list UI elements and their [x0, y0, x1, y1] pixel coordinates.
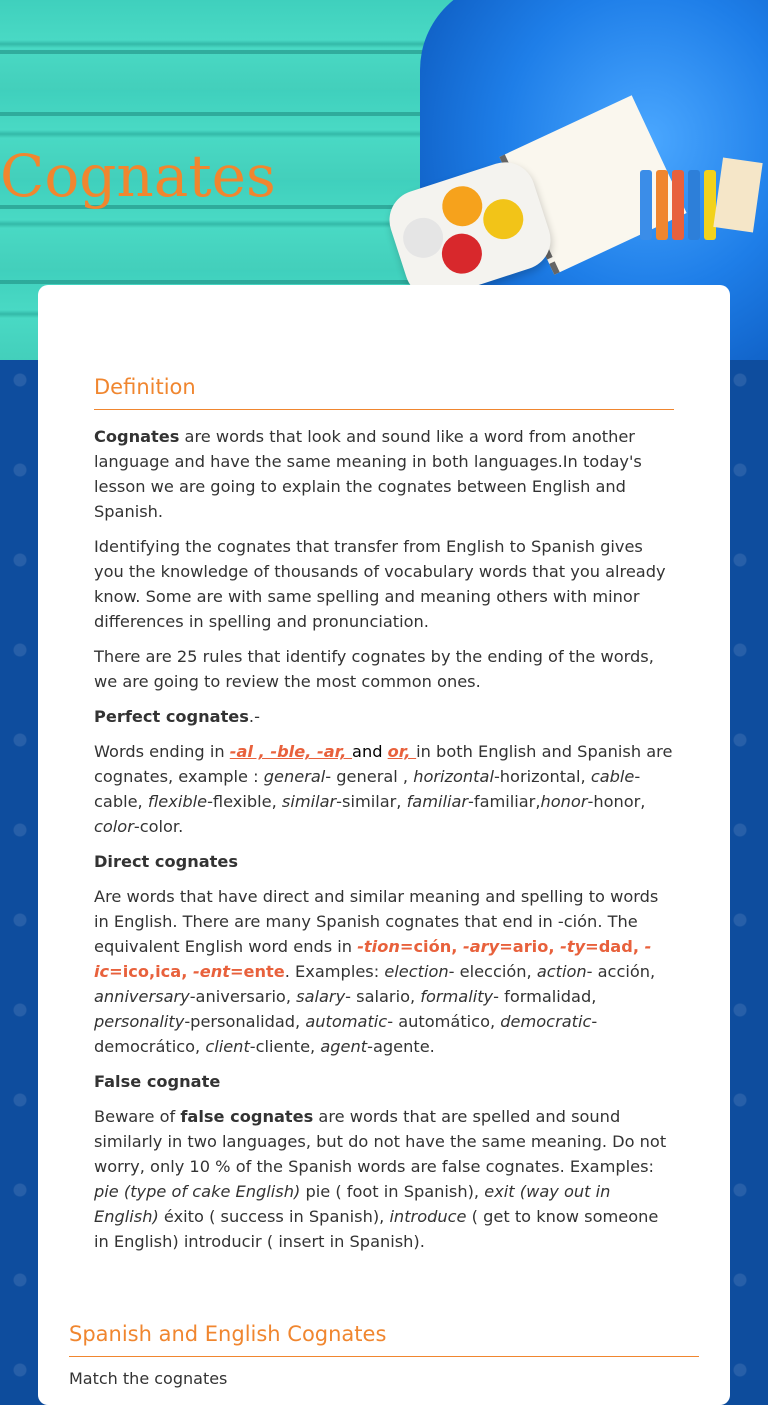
- english-term: client: [205, 1037, 250, 1056]
- spanish-term: -personalidad,: [184, 1012, 306, 1031]
- paragraph: Identifying the cognates that transfer from English to Spanish gives you the knowledge of thousands of vocabulary words that you already know. Some are with same spelling and meaning others with minor differences in spelling and pronunciation.: [94, 537, 666, 631]
- suffix-rule-english: -ent: [193, 962, 230, 981]
- pencil-image: [656, 170, 668, 240]
- suffix-rule-english: -ty: [560, 937, 586, 956]
- spanish-term: -similar,: [336, 792, 407, 811]
- spanish-term: -agente.: [367, 1037, 435, 1056]
- matching-section: [69, 1322, 699, 1388]
- spanish-term: -cliente,: [249, 1037, 321, 1056]
- direct-cognates-heading: Direct cognates: [94, 852, 239, 871]
- suffix-rule-spanish: =ico,ica,: [109, 962, 193, 981]
- paragraph: [94, 1104, 674, 1254]
- spanish-term: - acción,: [586, 962, 656, 981]
- english-term: cable: [590, 767, 635, 786]
- spanish-term: -horizontal,: [493, 767, 591, 786]
- spanish-term: - elección,: [448, 962, 537, 981]
- text: pie ( foot in Spanish),: [300, 1182, 485, 1201]
- matching-instructions: Match the cognates: [69, 1369, 228, 1388]
- english-term: action: [536, 962, 587, 981]
- text: ( get to know someone in English) introducir ( insert in Spanish).: [94, 1207, 659, 1251]
- paragraph: [94, 739, 674, 839]
- perfect-cognates-heading: Perfect cognates: [94, 707, 249, 726]
- text: in both English and Spanish are cognates, example :: [94, 742, 673, 786]
- spanish-term: -flexible,: [207, 792, 282, 811]
- text: are words that look and sound like a word from another language and have the same meaning in both languages.In today's lesson we are going to explain the cognates between English and Spanish.: [94, 427, 642, 521]
- text: Words ending in: [94, 742, 230, 761]
- pencil-image: [672, 170, 684, 240]
- spanish-term: - salario,: [345, 987, 421, 1006]
- english-term: similar: [281, 792, 337, 811]
- english-term: personality: [94, 1012, 185, 1031]
- spanish-term: -democrático,: [94, 1012, 598, 1056]
- definition-heading: Definition: [94, 375, 674, 410]
- definition-body: [94, 424, 674, 1254]
- pencil-image: [640, 170, 652, 240]
- english-term: color: [94, 817, 134, 836]
- suffix-rule-spanish: =ción,: [399, 937, 464, 956]
- text: and: [352, 742, 388, 761]
- pencil-image: [688, 170, 700, 240]
- spanish-term: -honor,: [587, 792, 646, 811]
- italic-term: introduce: [389, 1207, 467, 1226]
- english-term: horizontal: [413, 767, 494, 786]
- text: .-: [248, 707, 260, 726]
- english-term: honor: [540, 792, 588, 811]
- paragraph: [94, 884, 674, 1059]
- endings-link[interactable]: -al , -ble, -ar,: [229, 742, 353, 761]
- spanish-term: - formalidad,: [493, 987, 597, 1006]
- italic-term: exit (way out in English): [94, 1182, 611, 1226]
- suffix-rule-english: -ic: [94, 937, 652, 981]
- definition-section: [94, 375, 674, 1264]
- false-cognate-heading: False cognate: [94, 1072, 221, 1091]
- suffix-rule-english: -ary: [463, 937, 500, 956]
- text: éxito ( success in Spanish),: [158, 1207, 390, 1226]
- english-term: anniversary: [94, 987, 190, 1006]
- english-term: democratic: [500, 1012, 592, 1031]
- paragraph: [94, 1069, 674, 1094]
- english-term: salary: [296, 987, 346, 1006]
- english-term: agent: [320, 1037, 368, 1056]
- spanish-term: -aniversario,: [189, 987, 297, 1006]
- text: Are words that have direct and similar meaning and spelling to words in English. There are many Spanish cognates that end in -ción. The equivalent English word ends in: [94, 887, 659, 956]
- text: . Examples:: [284, 962, 385, 981]
- suffix-rule-english: -tion: [357, 937, 400, 956]
- matching-heading: Spanish and English Cognates: [69, 1322, 699, 1357]
- spanish-term: -familiar,: [468, 792, 541, 811]
- pencil-image: [704, 170, 716, 240]
- english-term: election: [384, 962, 449, 981]
- text: are words that are spelled and sound similarly in two languages, but do not have the same meaning. Do not worry, only 10 % of the Spanish words are false cognates. Examples:: [94, 1107, 667, 1176]
- english-term: formality: [420, 987, 494, 1006]
- spanish-term: - general ,: [325, 767, 414, 786]
- text: Beware of: [94, 1107, 181, 1126]
- bold-term: Cognates: [94, 427, 180, 446]
- bold-term: false cognates: [180, 1107, 314, 1126]
- english-term: flexible: [147, 792, 208, 811]
- page-title: Cognates: [0, 142, 276, 210]
- endings-link[interactable]: or,: [387, 742, 417, 761]
- spanish-term: -color.: [133, 817, 184, 836]
- spanish-term: -cable,: [94, 767, 641, 811]
- content-card: [38, 285, 730, 1405]
- paragraph: [94, 704, 674, 729]
- suffix-rule-spanish: =dad,: [585, 937, 645, 956]
- spanish-term: - automático,: [387, 1012, 501, 1031]
- english-term: familiar: [406, 792, 469, 811]
- english-term: automatic: [305, 1012, 388, 1031]
- suffix-rule-spanish: =ario,: [499, 937, 561, 956]
- suffix-rule-spanish: =ente: [229, 962, 285, 981]
- paragraph: There are 25 rules that identify cognates by the ending of the words, we are going to review the most common ones.: [94, 647, 654, 691]
- paragraph: [94, 424, 674, 524]
- english-term: general: [263, 767, 326, 786]
- italic-term: pie (type of cake English): [94, 1182, 301, 1201]
- paragraph: [94, 849, 674, 874]
